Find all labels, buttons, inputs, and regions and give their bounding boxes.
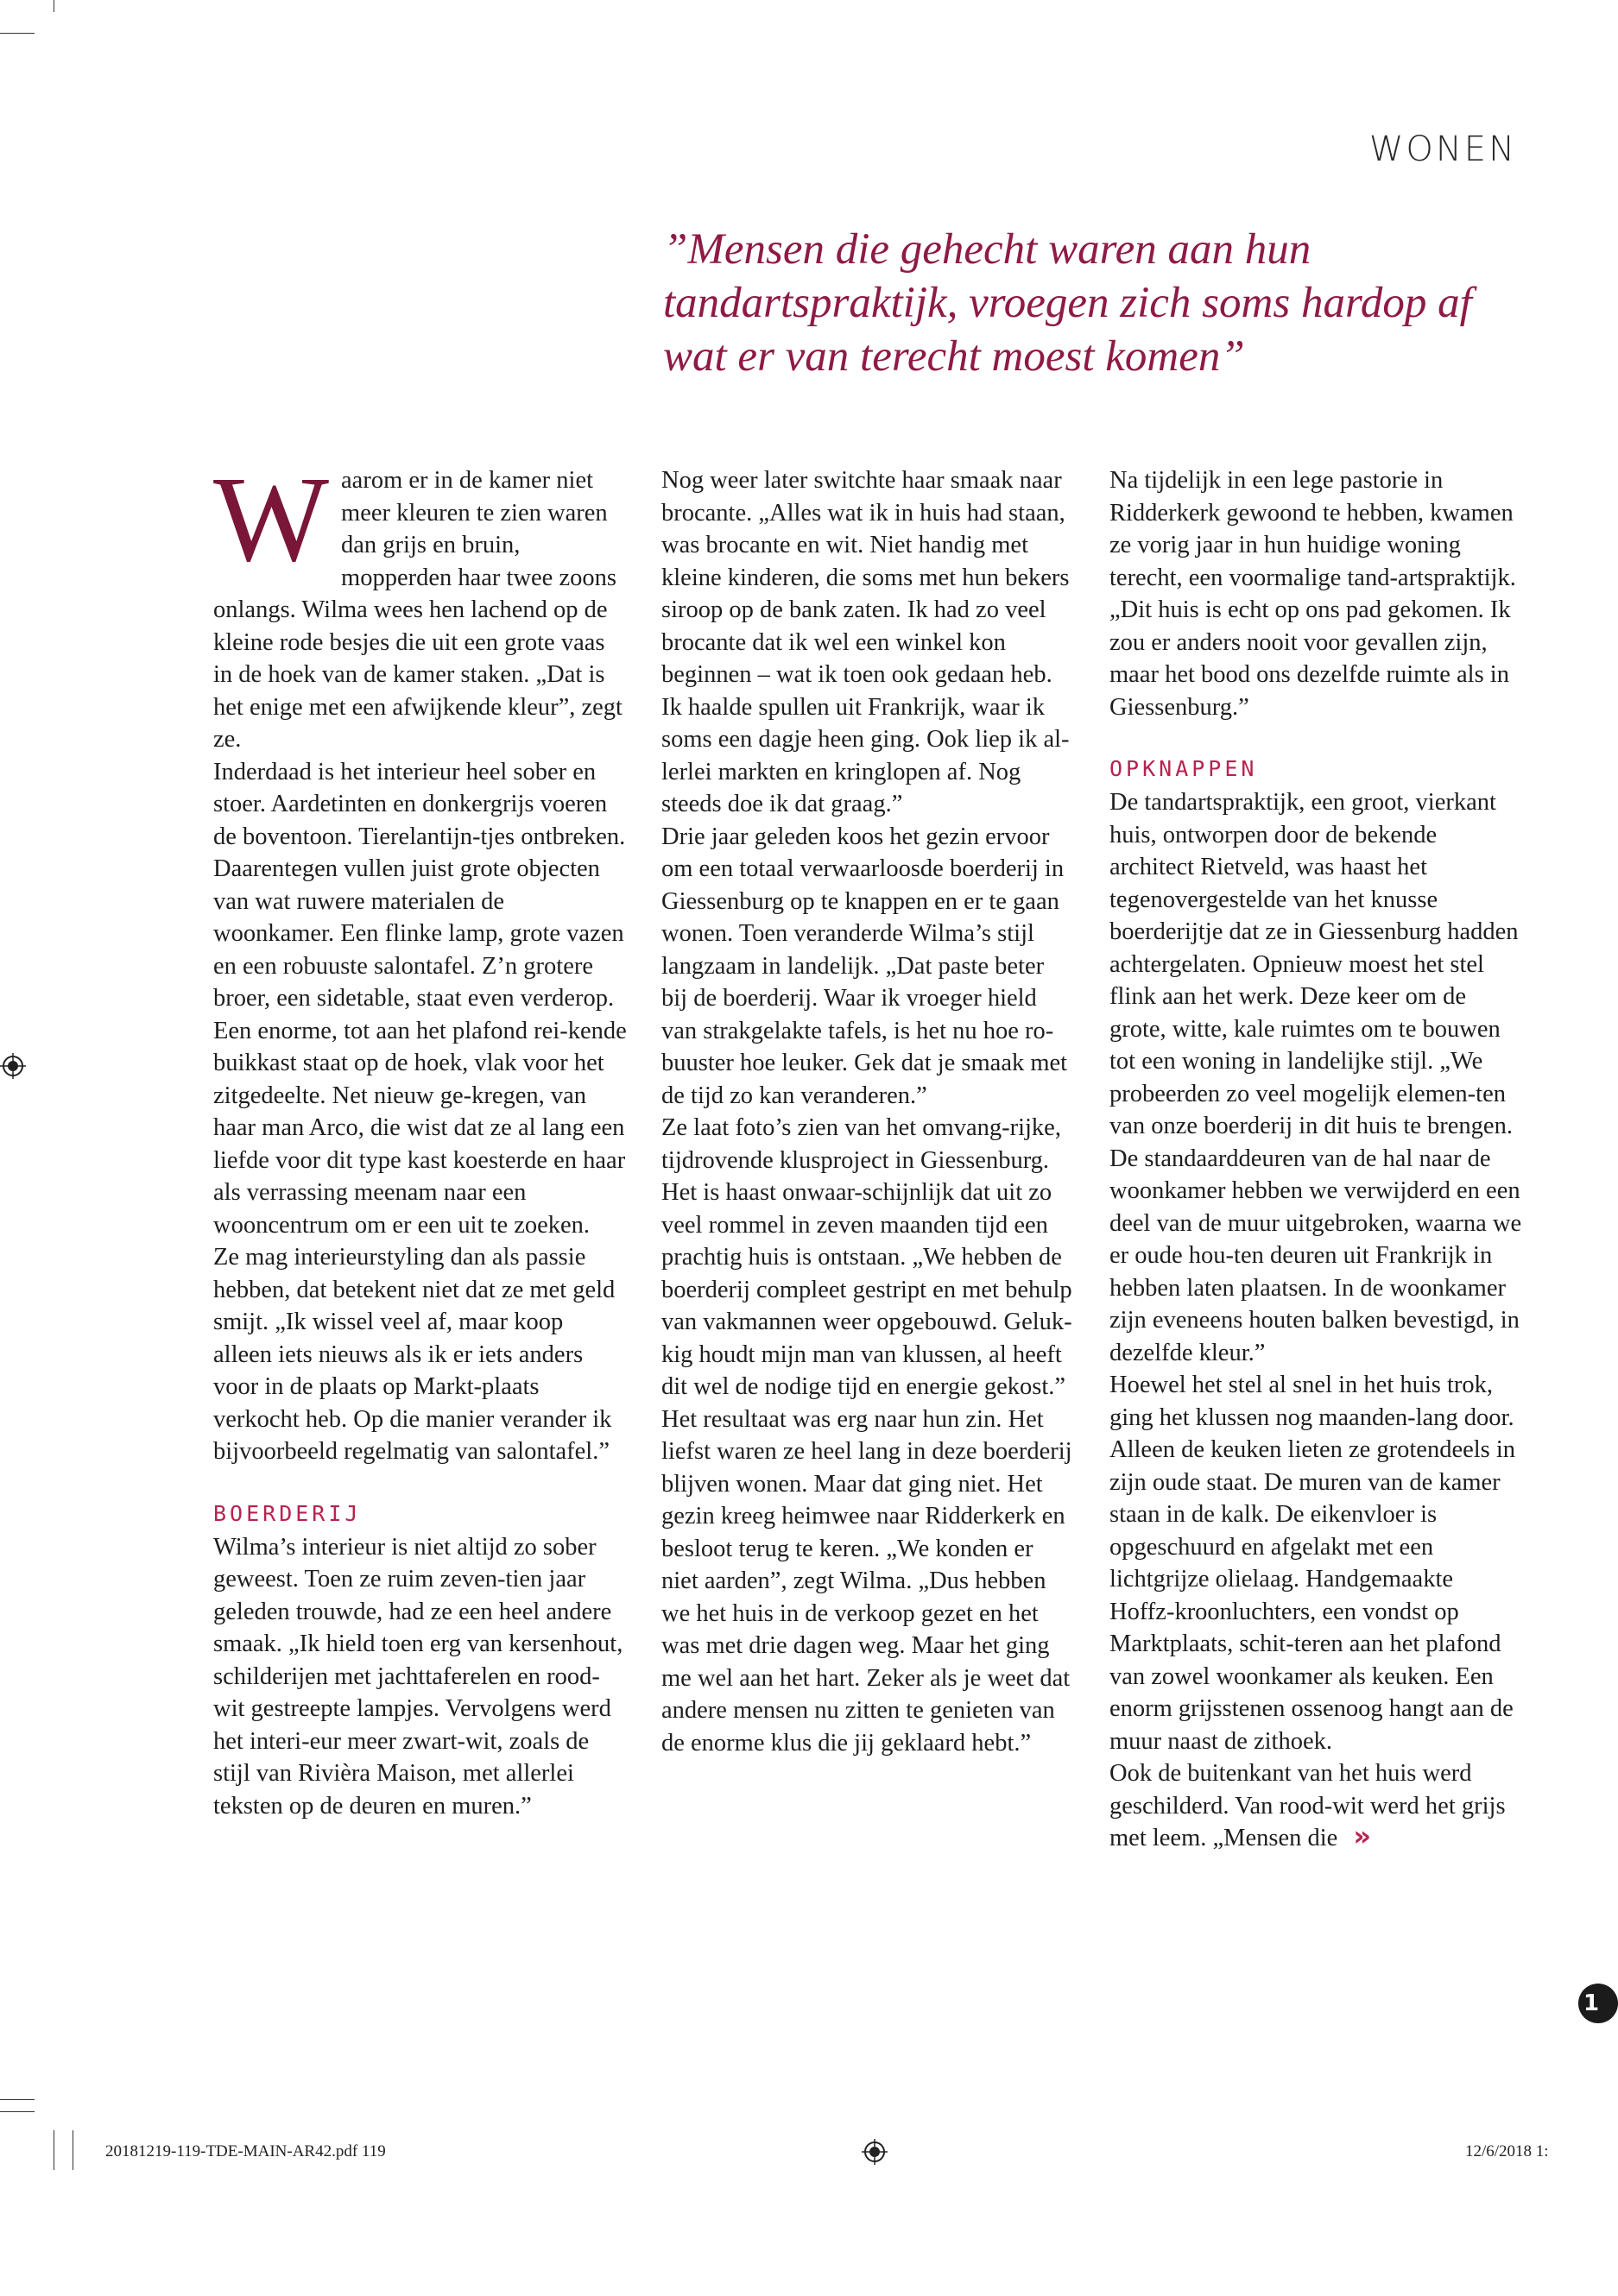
text-column-1 [213, 451, 628, 1822]
text-column-3 [1109, 464, 1524, 1855]
paragraph: Een enorme, tot aan het plafond rei-kende buikkast staat op de hoek, vlak voor het zitgedeelte. Net nieuw ge-kregen, van haar man Arco, die wist dat ze al lang een liefde voor dit type kast koesterde en haar als verrassing meenam naar een wooncentrum om er een uit te zoeken. [213, 1017, 627, 1239]
text-column-2 [661, 464, 1076, 1759]
paragraph: Drie jaar geleden koos het gezin ervoor om een totaal verwaarloosde boerderij in Giessenburg op te knappen en er te gaan wonen. Toen veranderde Wilma’s stijl langzaam in landelijk. „Dat paste beter bij de boerderij. Waar ik vroeger hield van strakgelakte tafels, is het nu hoe ro-buuster hoe leuker. Gek dat je smaak met de tijd zo kan veranderen.” [661, 823, 1068, 1109]
paragraph: Ze mag interieurstyling dan als passie hebben, dat betekent niet dat ze met geld smijt. „Ik wissel veel af, maar koop alleen iets nieuws als ik er iets anders voor in de plaats op Markt-plaats verkocht heb. Op die manier verander ik bijvoorbeeld regelmatig van salontafel.” [213, 1244, 616, 1465]
paragraph: De tandartspraktijk, een groot, vierkant huis, ontworpen door de bekende architect Rietveld, was haast het tegenovergestelde van het knusse boerderijtje dat ze in Giessenburg hadden achtergelaten. Opnieuw moest het stel flink aan het werk. Deze keer om de grote, witte, kale ruimtes om te bouwen tot een woning in landelijke stijl. „We probeerden zo veel mogelijk elemen-ten van onze boerderij in dit huis te brengen. De standaarddeuren van de hal naar de woonkamer hebben we verwijderd en een deel van de muur uitgebroken, waarna we er oude hou-ten deuren uit Frankrijk in hebben laten plaatsen. In de woonkamer zijn eveneens houten balken bevestigd, in dezelfde kleur.” [1109, 789, 1522, 1366]
crop-mark [0, 2099, 35, 2100]
paragraph [213, 451, 628, 756]
page-number-badge: 1 [1578, 1984, 1618, 2023]
registration-mark-icon [862, 2139, 888, 2165]
paragraph [1109, 1757, 1524, 1855]
subheading-boerderij: BOERDERIJ [213, 1500, 362, 1526]
paragraph: Inderdaad is het interieur heel sober en stoer. Aardetinten en donkergrijs voeren de boventoon. Tierelantijn-tjes ontbreken. Daarentegen vullen juist grote objecten van wat ruwere materialen de woonkamer. Een flinke lamp, grote vazen en een robuuste salontafel. Z’n grotere broer, een sidetable, staat even verderop. [213, 758, 626, 1012]
subheading-opknappen: OPKNAPPEN [1109, 756, 1258, 781]
paragraph: Hoewel het stel al snel in het huis trok, ging het klussen nog maanden-lang door. Alleen de keuken lieten ze grotendeels in zijn oude staat. De muren van de kamer staan in de kalk. De eikenvloer is opgeschuurd en afgelakt met een lichtgrijze olielaag. Handgemaakte Hoffz-kroonluchters, een vondst op Marktplaats, schit-teren aan het plafond van zowel woonkamer als keuken. Een enorm grijsstenen ossenoog hangt aan de muur naast de zithoek. [1109, 1372, 1516, 1755]
pull-quote: ”Mensen die gehecht waren aan hun tandartspraktijk, vroegen zich soms hardop af wat er van terecht moest komen” [663, 225, 1472, 381]
registration-mark-icon [0, 1053, 26, 1079]
paragraph: Ze laat foto’s zien van het omvang-rijke, tijdrovende klusproject in Giessenburg. Het is haast onwaar-schijnlijk dat uit zo veel rommel in zeven maanden tijd een prachtig huis is ontstaan. „We hebben de boerderij compleet gestript en met behulp van vakmannen weer opgebouwd. Geluk-kig houdt mijn man van klussen, al heeft dit wel de nodige tijd en energie gekost.” [661, 1114, 1072, 1400]
drop-cap: W [213, 451, 330, 587]
crop-mark [0, 2111, 35, 2112]
section-label: WONEN [1368, 129, 1517, 169]
paragraph: Nog weer later switchte haar smaak naar brocante. „Alles wat ik in huis had staan, was brocante en wit. Niet handig met kleine kinderen, die soms met hun bekers siroop op de bank zaten. Ik had zo veel brocante dat ik wel een winkel kon beginnen – wat ik toen ook gedaan heb. Ik haalde spullen uit Frankrijk, waar ik soms een dagje heen ging. Ook liep ik al-lerlei markten en kringlopen af. Nog steeds doe ik dat graag.” [661, 467, 1070, 817]
slug-date: 12/6/2018 1: [1465, 2142, 1549, 2160]
paragraph: Wilma’s interieur is niet altijd zo sober geweest. Toen ze ruim zeven-tien jaar geleden trouwde, had ze een heel andere smaak. „Ik hield toen erg van kersenhout, schilderijen met jachttaferelen en rood-wit gestreepte lampjes. Vervolgens werd het interi-eur meer zwart-wit, zoals de stijl van Rivièra Maison, met allerlei teksten op de deuren en muren.” [213, 1533, 623, 1820]
paragraph: Na tijdelijk in een lege pastorie in Ridderkerk gewoond te hebben, kwamen ze vorig jaar in hun huidige woning terecht, een voormalige tand-artspraktijk. „Dit huis is echt op ons pad gekomen. Ik zou er anders nooit voor gevallen zijn, maar het bood ons dezelfde ruimte als in Giessenburg.” [1109, 467, 1516, 721]
paragraph-text: aarom er in de kamer niet meer kleuren te zien waren dan grijs en bruin, mopperden haar twee zoons onlangs. Wilma wees hen lachend op de kleine rode besjes die uit een grote vaas in de hoek van de kamer staken. „Dat is het enige met een afwijkende kleur”, zegt ze. [213, 467, 623, 753]
slug-filename: 20181219-119-TDE-MAIN-AR42.pdf 119 [105, 2142, 386, 2160]
paragraph: Het resultaat was erg naar hun zin. Het liefst waren ze heel lang in deze boerderij blijven wonen. Maar dat ging niet. Het gezin kreeg heimwee naar Ridderkerk en besloot terug te keren. „We konden er niet aarden”, zegt Wilma. „Dus hebben we het huis in de verkoop gezet en het was met drie dagen weg. Maar het ging me wel aan het hart. Zeker als je weet dat andere mensen nu zitten te genieten van de enorme klus die jij geklaard hebt.” [661, 1405, 1072, 1757]
continue-arrow-icon: » [1353, 1820, 1371, 1852]
crop-mark [0, 33, 35, 34]
paragraph-text: Ook de buitenkant van het huis werd geschilderd. Van rood-wit werd het grijs met leem. „Mensen die [1109, 1760, 1506, 1851]
